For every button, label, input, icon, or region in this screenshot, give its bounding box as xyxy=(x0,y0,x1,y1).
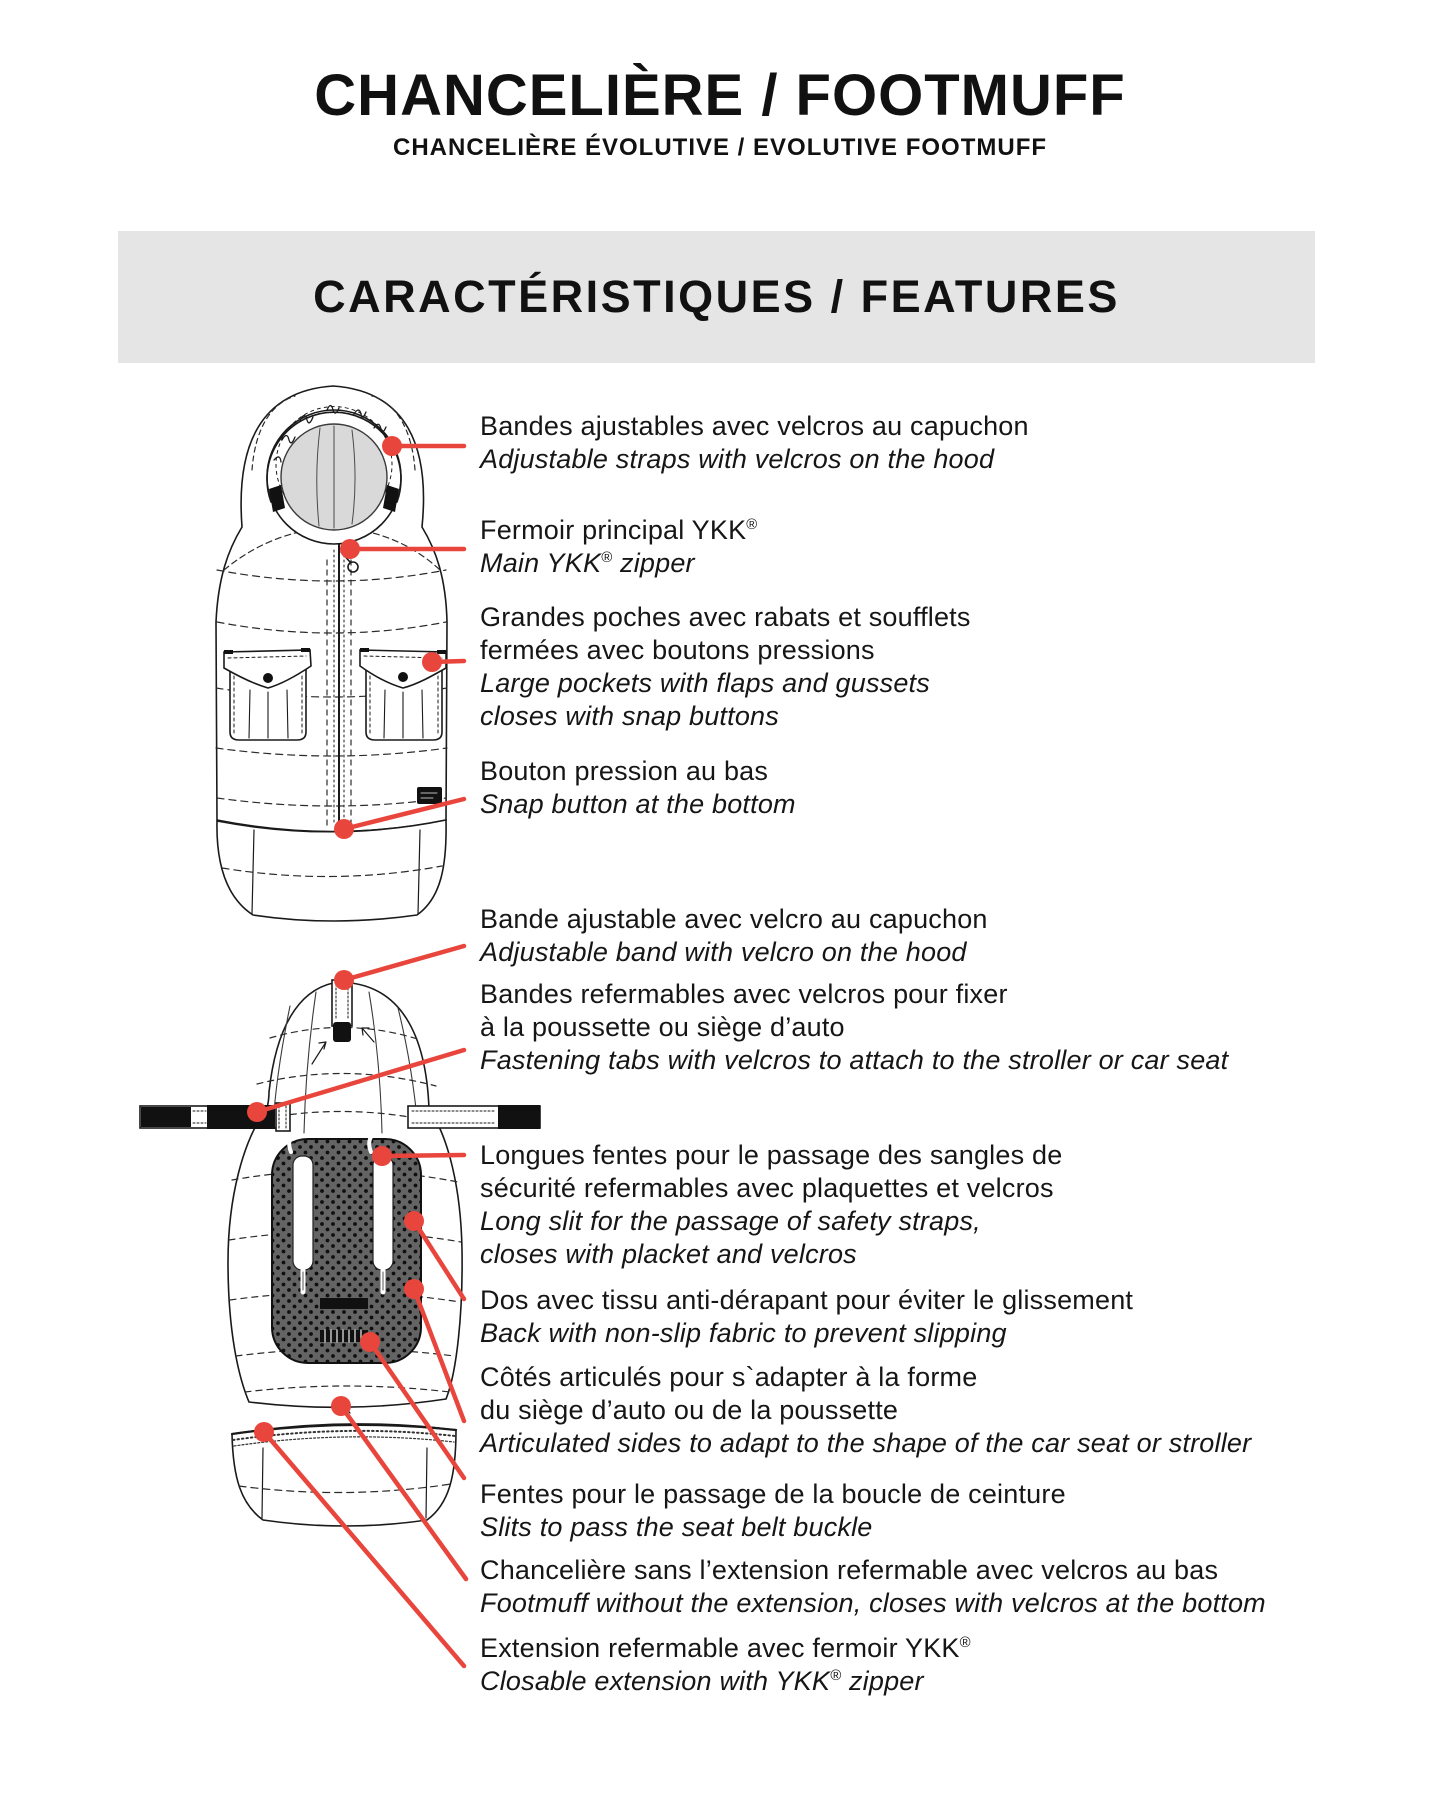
annotation-fr-line: sécurité refermables avec plaquettes et velcros xyxy=(480,1173,1054,1203)
snap-button-right xyxy=(398,672,408,682)
callout-dot-4 xyxy=(334,819,354,839)
annotation-fr-line: Fermoir principal YKK® xyxy=(480,515,758,545)
annotation-fr-line: Bouton pression au bas xyxy=(480,756,769,786)
annotation-en-line: closes with placket and velcros xyxy=(480,1239,857,1269)
annotation-fr-line: Chancelière sans l’extension refermable avec velcros au bas xyxy=(480,1555,1219,1585)
annotation-en-line: Back with non-slip fabric to prevent slipping xyxy=(480,1318,1007,1348)
annotation-block-4 xyxy=(480,755,796,821)
front-bottom-extension xyxy=(217,820,446,921)
non-slip-panel xyxy=(272,1132,421,1363)
annotation-en-line: Footmuff without the extension, closes with velcros at the bottom xyxy=(480,1588,1266,1618)
front-pocket-left xyxy=(224,648,311,740)
section-header: CARACTÉRISTIQUES / FEATURES xyxy=(313,271,1120,322)
annotation-fr-line: à la poussette ou siège d’auto xyxy=(480,1012,845,1042)
callout-dot-3 xyxy=(422,652,442,672)
annotation-en-line: Articulated sides to adapt to the shape of the car seat or stroller xyxy=(480,1428,1252,1458)
page-title: CHANCELIÈRE / FOOTMUFF xyxy=(314,63,1126,128)
brand-label xyxy=(417,787,442,804)
annotation-en-line: Main YKK® zipper xyxy=(480,548,695,578)
callout-dot-10 xyxy=(360,1332,380,1352)
annotation-fr-line: Dos avec tissu anti-dérapant pour éviter le glissement xyxy=(480,1285,1134,1315)
annotation-en-line: Snap button at the bottom xyxy=(480,789,796,819)
callout-dot-12 xyxy=(254,1422,274,1442)
annotation-block-5 xyxy=(480,903,988,969)
annotation-block-6 xyxy=(480,978,1228,1077)
annotation-fr-line: fermées avec boutons pressions xyxy=(480,635,875,665)
annotation-fr-line: Fentes pour le passage de la boucle de ceinture xyxy=(480,1479,1066,1509)
annotation-block-2 xyxy=(480,514,757,580)
annotation-fr-line: Bandes refermables avec velcros pour fixer xyxy=(480,979,1008,1009)
annotation-fr-line: Longues fentes pour le passage des sangles de xyxy=(480,1140,1063,1170)
annotation-block-10 xyxy=(480,1478,1066,1544)
annotation-fr-line: Extension refermable avec fermoir YKK® xyxy=(480,1633,971,1663)
annotation-en-line: closes with snap buttons xyxy=(480,701,779,731)
annotation-en-line: Closable extension with YKK® zipper xyxy=(480,1666,924,1696)
callout-dot-7 xyxy=(372,1146,392,1166)
annotation-fr-line: Grandes poches avec rabats et soufflets xyxy=(480,602,971,632)
annotation-fr-line: Côtés articulés pour s`adapter à la forme xyxy=(480,1362,978,1392)
fastening-tab-right xyxy=(408,1105,540,1129)
snap-button-left xyxy=(263,673,273,683)
annotation-en-line: Large pockets with flaps and gussets xyxy=(480,668,930,698)
callout-dot-11 xyxy=(331,1396,351,1416)
callout-dot-6 xyxy=(247,1102,267,1122)
annotation-block-7 xyxy=(480,1139,1062,1271)
annotation-en-line: Fastening tabs with velcros to attach to the stroller or car seat xyxy=(480,1045,1229,1075)
annotation-en-line: Adjustable straps with velcros on the hood xyxy=(480,444,995,474)
annotation-block-11 xyxy=(480,1554,1266,1620)
annotation-en-line: Slits to pass the seat belt buckle xyxy=(480,1512,873,1542)
annotation-en-line: Adjustable band with velcro on the hood xyxy=(480,937,967,967)
annotation-block-12 xyxy=(480,1632,971,1698)
callout-dot-5 xyxy=(334,970,354,990)
callout-dot-8 xyxy=(404,1211,424,1231)
footmuff-front-drawing xyxy=(216,386,447,921)
annotation-block-9 xyxy=(480,1361,1251,1460)
callout-dot-1 xyxy=(382,436,402,456)
annotation-block-3 xyxy=(480,601,971,733)
callout-dot-2 xyxy=(340,539,360,559)
annotation-en-line: Long slit for the passage of safety straps, xyxy=(480,1206,981,1236)
callout-dot-9 xyxy=(404,1279,424,1299)
annotation-block-8 xyxy=(480,1284,1133,1350)
annotation-fr-line: du siège d’auto ou de la poussette xyxy=(480,1395,899,1425)
annotation-block-1 xyxy=(480,410,1029,476)
annotation-fr-line: Bande ajustable avec velcro au capuchon xyxy=(480,904,988,934)
page-subtitle: CHANCELIÈRE ÉVOLUTIVE / EVOLUTIVE FOOTMUFF xyxy=(392,134,1048,161)
annotation-fr-line: Bandes ajustables avec velcros au capuchon xyxy=(480,411,1029,441)
